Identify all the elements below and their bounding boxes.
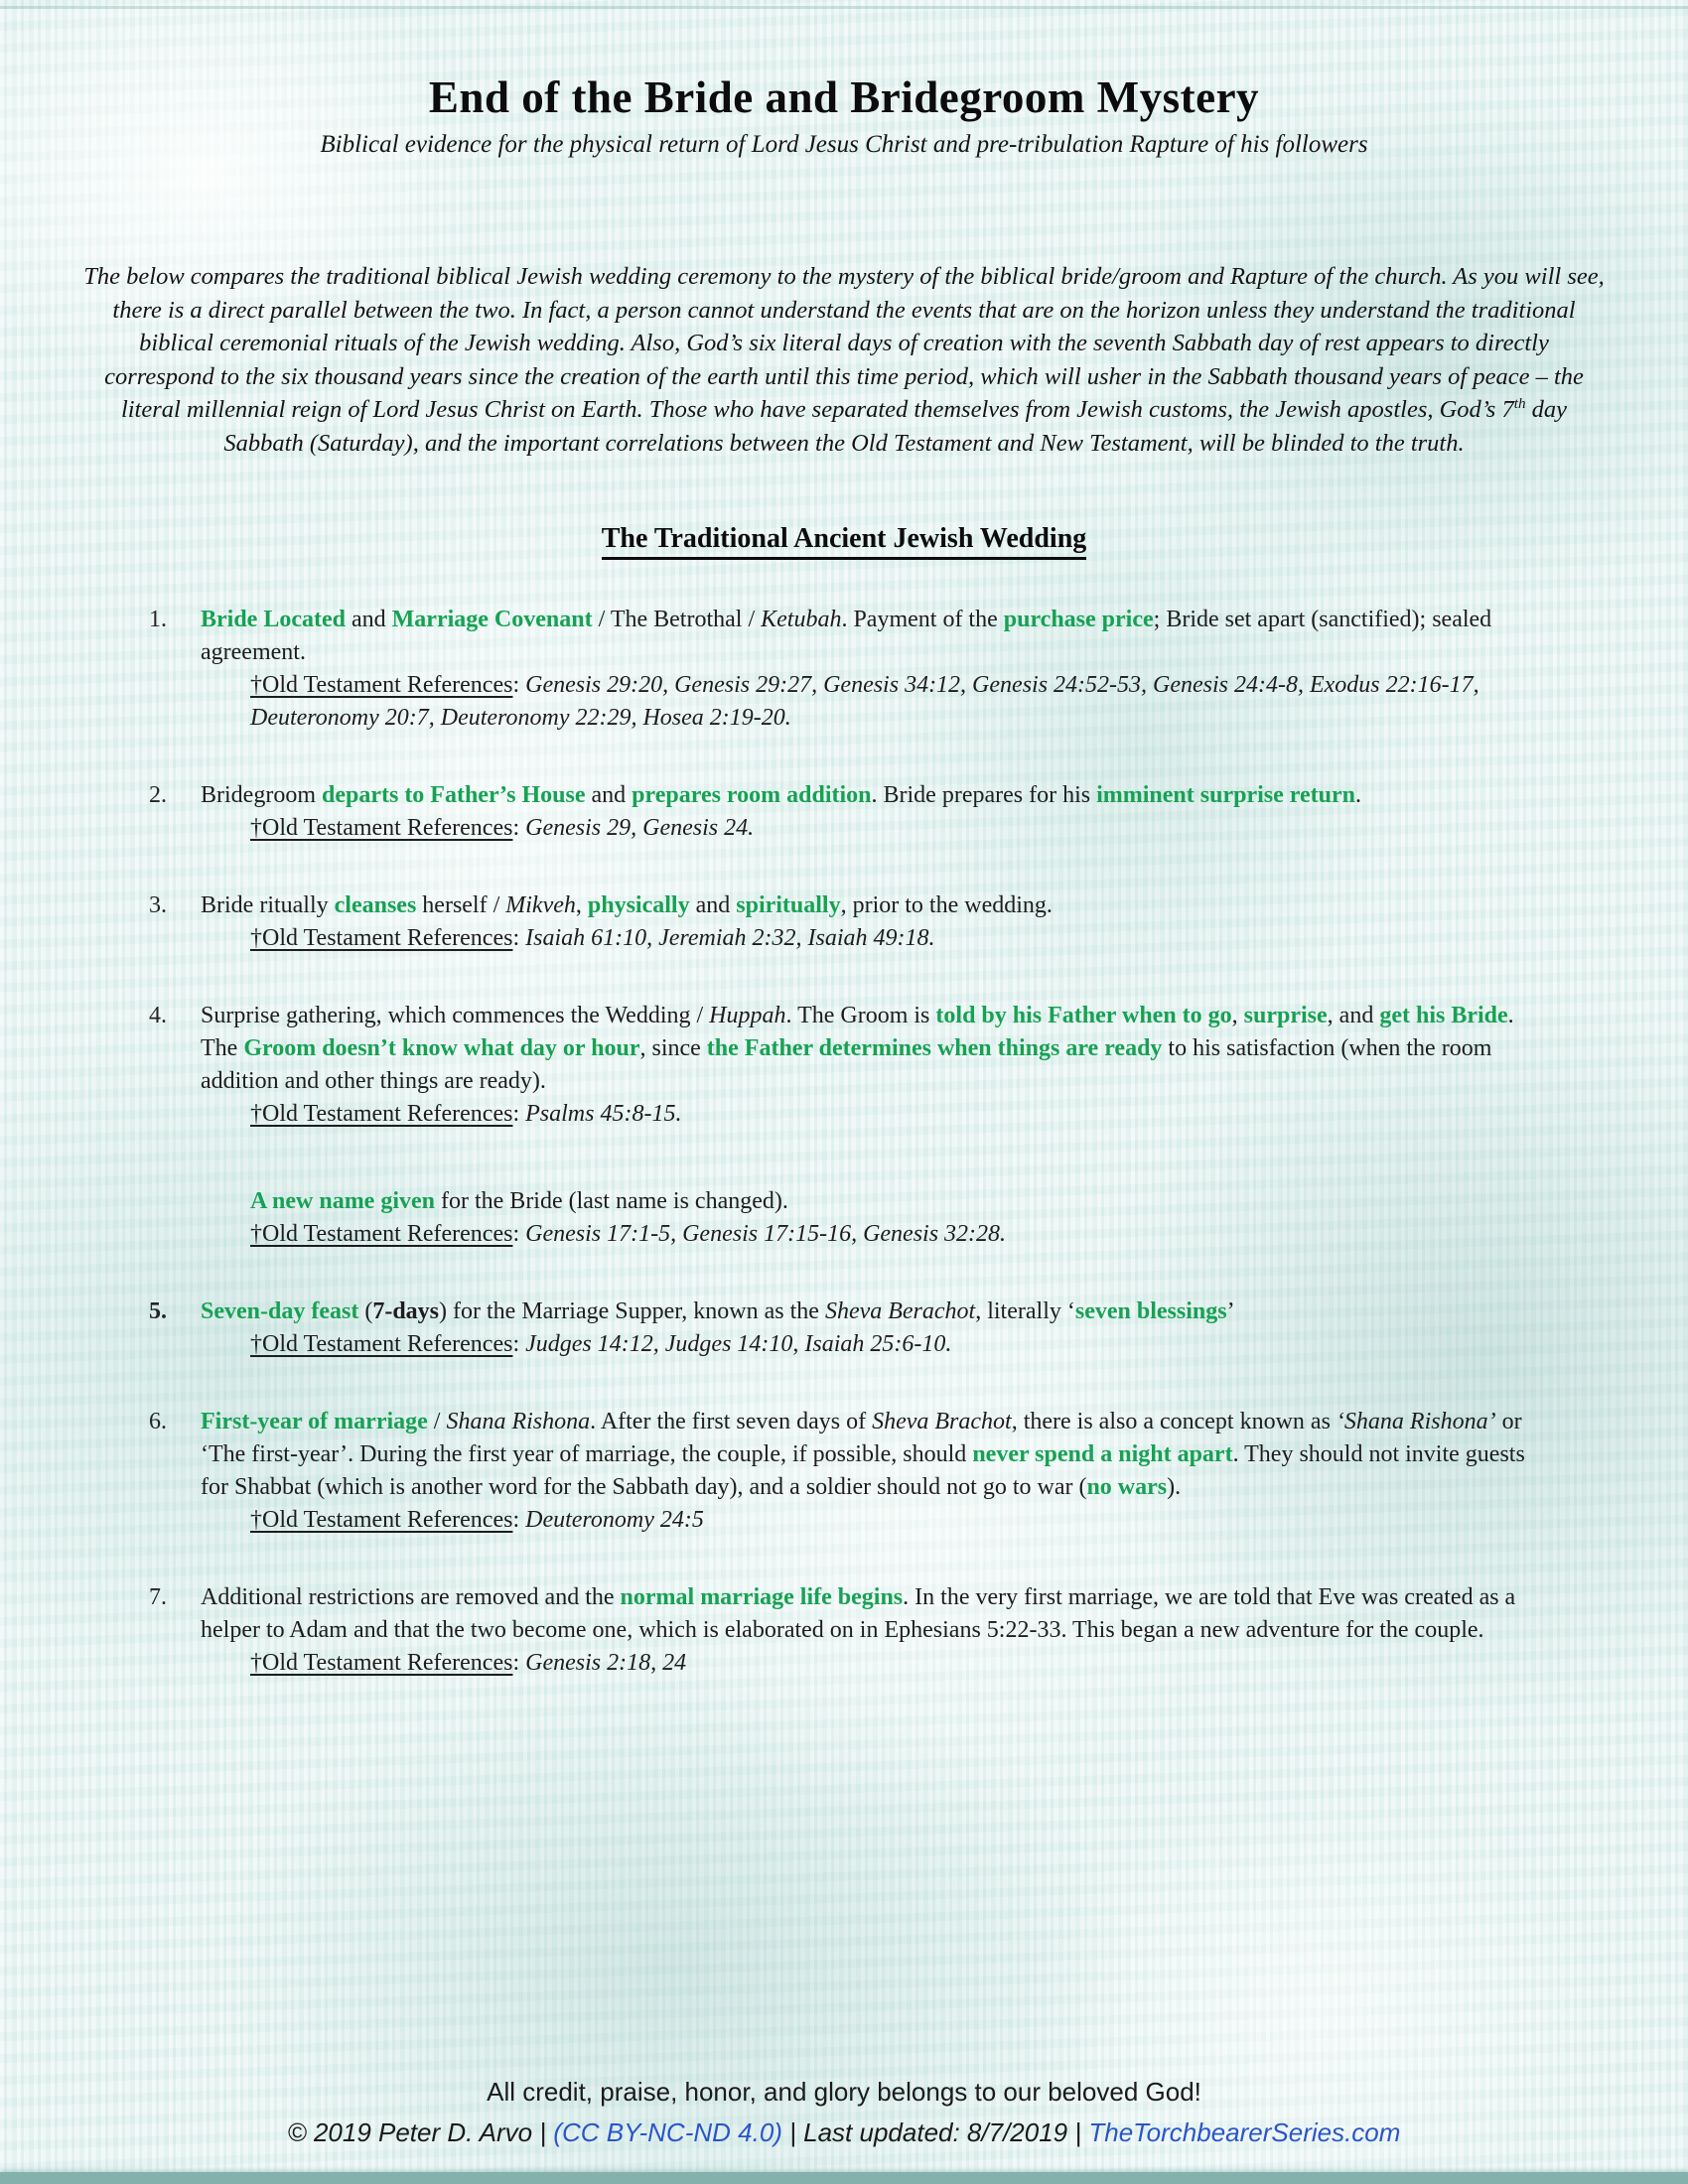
page-subtitle: Biblical evidence for the physical return of Lord Jesus Christ and pre-tribulation Rapture of his followers — [320, 131, 1368, 158]
list-item-number: 7. — [149, 1584, 167, 1610]
text-run: Judges 14:12, Judges 14:10, Isaiah 25:6-10. — [525, 1331, 952, 1357]
text-run: / — [427, 1409, 447, 1434]
text-run: †Old Testament References — [250, 1331, 513, 1357]
section-heading: The Traditional Ancient Jewish Wedding — [602, 523, 1087, 560]
text-run: Sheva Berachot — [824, 1298, 976, 1324]
old-testament-references — [250, 812, 1549, 845]
list-item-body — [201, 604, 1549, 735]
list-item-text — [201, 1296, 1549, 1328]
old-testament-references — [250, 669, 1549, 735]
text-run: Huppah — [709, 1003, 786, 1028]
text-run: normal marriage life begins — [620, 1584, 904, 1610]
text-run: . The Groom is — [785, 1003, 936, 1028]
page-footer — [0, 2077, 1688, 2148]
text-run: Mikveh — [505, 892, 576, 918]
text-run: Additional restrictions are removed and the — [201, 1584, 621, 1610]
text-run: , literally ‘ — [975, 1298, 1075, 1324]
text-run: . Bride prepares for his — [871, 782, 1097, 808]
list-item — [149, 1406, 1549, 1537]
text-run: Groom doesn’t know what day or hour — [243, 1035, 640, 1061]
text-run: : — [512, 815, 526, 841]
footer-link[interactable]: (CC BY-NC-ND 4.0) — [553, 2117, 782, 2147]
list-item — [149, 1296, 1549, 1361]
text-run: Sheva Brachot — [872, 1409, 1012, 1434]
page-title: End of the Bride and Bridegroom Mystery — [428, 72, 1260, 122]
text-run: : — [512, 672, 526, 698]
text-run: Marriage Covenant — [391, 607, 593, 632]
text-run: ( — [358, 1298, 373, 1324]
text-run: Surprise gathering, which commences the Wedding / — [201, 1003, 710, 1028]
text-run: : — [512, 1650, 526, 1676]
list-item-body — [201, 1000, 1549, 1251]
footer-credit-line: All credit, praise, honor, and glory belongs to our beloved God! — [487, 2077, 1201, 2107]
text-run: prepares room addition — [632, 782, 872, 808]
list-item-body — [201, 889, 1549, 955]
list-item-body — [201, 1406, 1549, 1537]
text-run: Ketubah — [761, 607, 842, 632]
text-run: get his Bride — [1379, 1003, 1508, 1028]
list-item-text — [201, 779, 1549, 812]
text-run: Deuteronomy 24:5 — [525, 1507, 704, 1533]
list-item — [149, 779, 1549, 845]
old-testament-references — [250, 1218, 1549, 1251]
text-run: . The — [201, 1003, 1514, 1061]
text-run: th — [1513, 394, 1526, 412]
text-run: purchase price — [1003, 607, 1154, 632]
text-run: physically — [587, 892, 690, 918]
footer-copyright-line — [0, 2117, 1688, 2148]
text-run: , there is also a concept known as — [1011, 1409, 1336, 1434]
text-run: A new name given — [250, 1188, 435, 1214]
text-run: : — [512, 1101, 526, 1127]
text-run: for the Bride (last name is changed). — [435, 1188, 788, 1214]
list-item-number: 1. — [149, 607, 167, 632]
text-run: Genesis 17:1-5, Genesis 17:15-16, Genesis 32:28. — [525, 1221, 1007, 1247]
text-run: , — [575, 892, 588, 918]
text-run: © 2019 Peter D. Arvo | — [287, 2117, 554, 2147]
text-run: †Old Testament References — [250, 925, 513, 951]
text-run: and — [345, 607, 392, 632]
text-run: ). — [1167, 1474, 1182, 1500]
text-run: †Old Testament References — [250, 1221, 513, 1247]
text-run: . Payment of the — [841, 607, 1004, 632]
text-run: , since — [639, 1035, 707, 1061]
text-run: spiritually — [736, 892, 841, 918]
text-run: to his satisfaction (when the room addition and other things are ready). — [201, 1035, 1492, 1094]
text-run: herself / — [416, 892, 506, 918]
list-item-number: 5. — [149, 1298, 167, 1324]
text-run: , — [1231, 1003, 1244, 1028]
text-run: . In the very first marriage, we are told that Eve was created as a helper to Adam and that the two become one, which is elaborated on in Ephesians 5:22-33. This began a new adventure for the couple. — [201, 1584, 1516, 1643]
text-run: Genesis 29:20, Genesis 29:27, Genesis 34:12, Genesis 24:52-53, Genesis 24:4-8, Exodus 22:16-17, Deuteronomy 20:7, Deuteronomy 22:29, Hosea 2:19-20. — [250, 672, 1479, 731]
text-run: cleanses — [334, 892, 417, 918]
text-run: †Old Testament References — [250, 815, 513, 841]
text-run: †Old Testament References — [250, 1507, 513, 1533]
text-run: †Old Testament References — [250, 1101, 513, 1127]
text-run: surprise — [1243, 1003, 1328, 1028]
list-item-text — [250, 1185, 1549, 1218]
text-run: | Last updated: 8/7/2019 | — [781, 2117, 1089, 2147]
text-run: Seven-day feast — [201, 1298, 359, 1324]
text-run: . — [1354, 782, 1361, 808]
text-run: never spend a night apart — [972, 1441, 1233, 1467]
text-run: departs to Father’s House — [321, 782, 586, 808]
text-run: Bride Located — [201, 607, 346, 632]
section-heading-wrap — [0, 523, 1688, 560]
old-testament-references — [250, 1504, 1549, 1537]
text-run: †Old Testament References — [250, 672, 513, 698]
text-run: / The Betrothal / — [592, 607, 762, 632]
text-run: and — [585, 782, 633, 808]
list-item-text — [201, 1581, 1549, 1647]
wedding-list — [149, 604, 1549, 1680]
text-run: ) for the Marriage Supper, known as the — [439, 1298, 825, 1324]
text-run: : — [512, 1221, 526, 1247]
text-run: Psalms 45:8-15. — [525, 1101, 682, 1127]
text-run: . After the first seven days of — [590, 1409, 873, 1434]
footer-link[interactable]: TheTorchbearerSeries.com — [1088, 2117, 1401, 2147]
list-item-text — [201, 1406, 1549, 1504]
text-run: †Old Testament References — [250, 1650, 513, 1676]
text-run: the Father determines when things are ready — [706, 1035, 1163, 1061]
text-run: : — [512, 1507, 526, 1533]
text-run: ’ — [1226, 1298, 1235, 1324]
text-run: told by his Father when to go — [935, 1003, 1232, 1028]
list-item-number: 6. — [149, 1409, 167, 1434]
text-run: Bride ritually — [201, 892, 335, 918]
text-run: day Sabbath (Saturday), and the important correlations between the Old Testament and New Testament, will be blinded to the truth. — [223, 396, 1568, 457]
intro-paragraph — [81, 260, 1607, 460]
text-run: imminent surprise return — [1096, 782, 1355, 808]
list-item-number: 2. — [149, 782, 167, 808]
old-testament-references — [250, 1647, 1549, 1680]
list-item — [149, 1581, 1549, 1680]
text-run: 7-days — [372, 1298, 440, 1324]
text-run: Bridegroom — [201, 782, 322, 808]
text-run: ‘Shana Rishona’ — [1336, 1409, 1496, 1434]
list-item — [149, 889, 1549, 955]
text-run: : — [512, 1331, 526, 1357]
list-item-text — [201, 604, 1549, 669]
list-item-body — [201, 779, 1549, 845]
text-run: no wars — [1086, 1474, 1168, 1500]
old-testament-references — [250, 1098, 1549, 1131]
text-run: , and — [1327, 1003, 1380, 1028]
list-item-body — [201, 1296, 1549, 1361]
page-bottom-border — [0, 2172, 1688, 2184]
old-testament-references — [250, 1328, 1549, 1361]
list-item-body — [201, 1581, 1549, 1680]
list-item-text — [201, 889, 1549, 922]
text-run: , prior to the wedding. — [840, 892, 1053, 918]
text-run: Genesis 29, Genesis 24. — [525, 815, 755, 841]
list-item — [149, 604, 1549, 735]
text-run: . They should not invite guests for Shabbat (which is another word for the Sabbath day), and a soldier should not go to war ( — [201, 1441, 1525, 1500]
text-run: and — [689, 892, 737, 918]
text-run: : — [512, 925, 526, 951]
text-run: or ‘The first-year’. During the first year of marriage, the couple, if possible, should — [201, 1409, 1522, 1467]
old-testament-references — [250, 922, 1549, 955]
list-item-number: 4. — [149, 1003, 167, 1028]
list-item — [149, 1000, 1549, 1251]
list-item-number: 3. — [149, 892, 167, 918]
text-run: Shana Rishona — [446, 1409, 591, 1434]
text-run: First-year of marriage — [201, 1409, 428, 1434]
text-run: Genesis 2:18, 24 — [525, 1650, 687, 1676]
text-run: Isaiah 61:10, Jeremiah 2:32, Isaiah 49:18. — [525, 925, 935, 951]
text-run: The below compares the traditional biblical Jewish wedding ceremony to the mystery of the biblical bride/groom and Rapture of the church. As you will see, there is a direct parallel between the two. In fact, a person cannot understand the events that are on the horizon unless they understand the traditional biblical ceremonial rituals of the Jewish wedding. Also, God’s six literal days of creation with the seventh Sabbath day of rest appears to directly correspond to the six thousand years since the creation of the earth until this time period, which will usher in the Sabbath thousand years of peace – the literal millennial reign of Lord Jesus Christ on Earth. Those who have separated themselves from Jewish customs, the Jewish apostles, God’s 7 — [83, 263, 1605, 423]
text-run: seven blessings — [1074, 1298, 1227, 1324]
text-run: ; Bride set apart (sanctified); sealed agreement. — [201, 607, 1492, 665]
list-item-text — [201, 1000, 1549, 1098]
